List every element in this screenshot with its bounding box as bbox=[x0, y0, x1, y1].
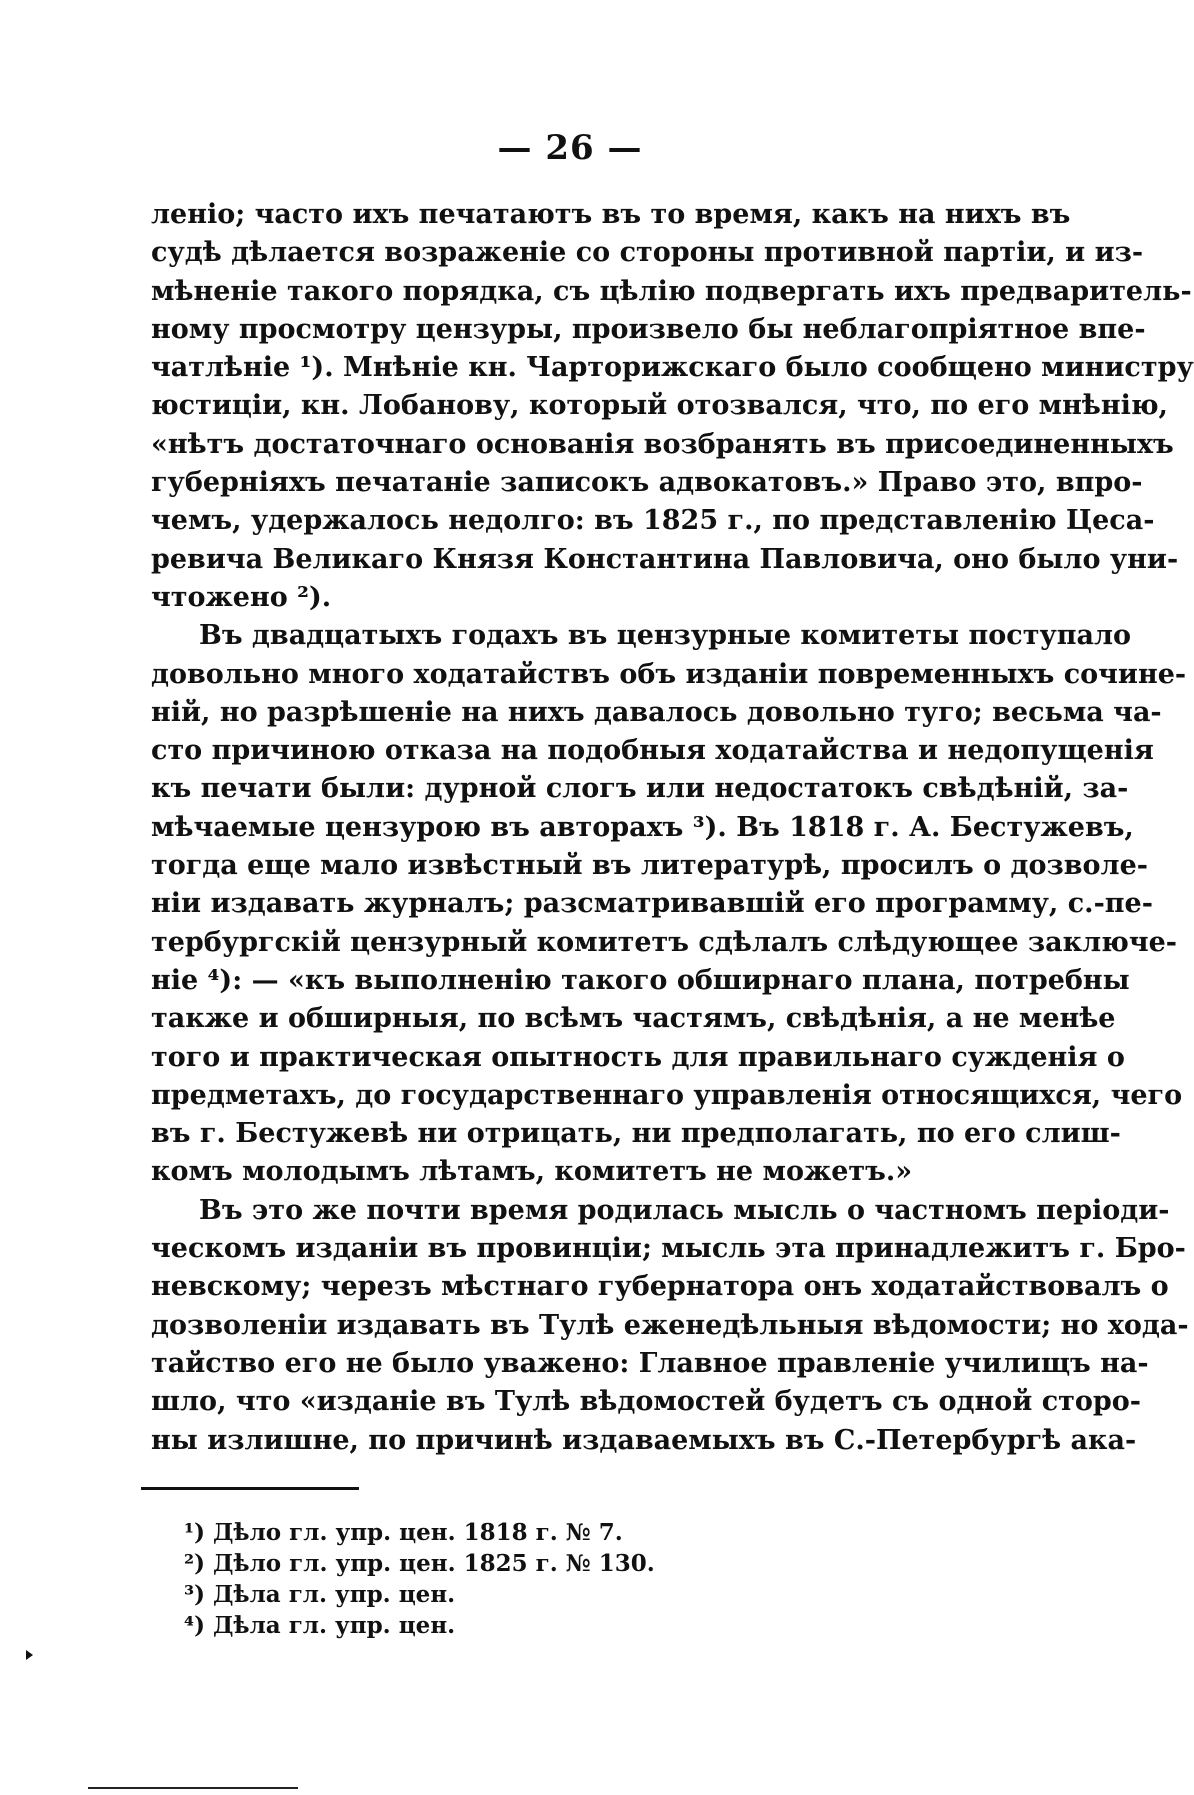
text-line: шло, что «изданіе въ Тулѣ вѣдомостей будетъ съ одной сторо- bbox=[151, 1386, 1141, 1418]
body-text bbox=[151, 196, 1194, 1460]
text-line: Въ это же почти время родилась мысль о частномъ періоди- bbox=[199, 1194, 1170, 1226]
text-line: ній, но разрѣшеніе на нихъ давалось довольно туго; весьма ча- bbox=[151, 696, 1162, 728]
text-line: въ г. Бестужевѣ ни отрицать, ни предполагать, по его слиш- bbox=[151, 1118, 1121, 1150]
text-line: ніи издавать журналъ; разсматривавшій его программу, с.-пе- bbox=[151, 888, 1153, 920]
text-line: ревича Великаго Князя Константина Павловича, оно было уни- bbox=[151, 543, 1179, 575]
text-line: тербургскій цензурный комитетъ сдѣлалъ слѣдующее заключе- bbox=[151, 926, 1177, 958]
scan-edge-line bbox=[88, 1787, 298, 1789]
text-line: къ печати были: дурной слогъ или недостатокъ свѣдѣній, за- bbox=[151, 773, 1129, 805]
text-line: Въ двадцатыхъ годахъ въ цензурные комитеты поступало bbox=[199, 620, 1132, 652]
text-line: дозволеніи издавать въ Тулѣ еженедѣльныя вѣдомости; но хода- bbox=[151, 1309, 1189, 1341]
text-line: ному просмотру цензуры, произвело бы неблагопріятное впе- bbox=[151, 313, 1146, 345]
scan-mark bbox=[26, 1650, 33, 1660]
page-number: — 26 — bbox=[497, 128, 643, 168]
text-line: мѣненіе такого порядка, съ цѣлію подвергать ихъ предваритель- bbox=[151, 275, 1192, 307]
text-line: губерніяхъ печатаніе записокъ адвокатовъ.» Право это, впро- bbox=[151, 467, 1143, 499]
footnote: ¹) Дѣло гл. упр. цен. 1818 г. № 7. bbox=[184, 1519, 623, 1546]
text-line: того и практическая опытность для правильнаго сужденія о bbox=[151, 1041, 1125, 1073]
text-line: также и обширныя, по всѣмъ частямъ, свѣдѣнія, а не менѣе bbox=[151, 1003, 1116, 1035]
text-line: невскому; черезъ мѣстнаго губернатора онъ ходатайствовалъ о bbox=[151, 1271, 1169, 1303]
text-line: довольно много ходатайствъ объ изданіи повременныхъ сочине- bbox=[151, 658, 1187, 690]
footnotes bbox=[184, 1517, 884, 1641]
text-line: ческомъ изданіи въ провинціи; мысль эта принадлежитъ г. Бро- bbox=[151, 1233, 1186, 1265]
footnote-separator bbox=[141, 1487, 359, 1490]
text-line: комъ молодымъ лѣтамъ, комитетъ не можетъ.» bbox=[151, 1156, 913, 1188]
footnote: ³) Дѣла гл. упр. цен. bbox=[184, 1581, 456, 1608]
text-line: судѣ дѣлается возраженіе со стороны противной партіи, и из- bbox=[151, 237, 1144, 269]
text-line: юстиціи, кн. Лобанову, который отозвался, что, по его мнѣнію, bbox=[151, 390, 1168, 422]
footnote: ⁴) Дѣла гл. упр. цен. bbox=[184, 1612, 456, 1639]
text-line: ніе ⁴): — «къ выполненію такого обширнаго плана, потребны bbox=[151, 964, 1130, 996]
text-line: мѣчаемые цензурою въ авторахъ ³). Въ 1818 г. А. Бестужевъ, bbox=[151, 811, 1134, 843]
text-line: сто причиною отказа на подобныя ходатайства и недопущенія bbox=[151, 735, 1154, 767]
text-line: тайство его не было уважено: Главное правленіе училищъ на- bbox=[151, 1347, 1149, 1379]
text-line: чатлѣніе ¹). Мнѣніе кн. Чарторижскаго было сообщено министру bbox=[151, 352, 1194, 384]
text-line: предметахъ, до государственнаго управленія относящихся, чего bbox=[151, 1079, 1183, 1111]
footnote: ²) Дѣло гл. упр. цен. 1825 г. № 130. bbox=[184, 1550, 655, 1577]
text-line: «нѣтъ достаточнаго основанія возбранять въ присоединенныхъ bbox=[151, 428, 1174, 460]
text-line: леніо; часто ихъ печатаютъ въ то время, какъ на нихъ въ bbox=[151, 199, 1071, 230]
text-line: ны излишне, по причинѣ издаваемыхъ въ С.-Петербургѣ ака- bbox=[151, 1424, 1137, 1456]
text-line: тогда еще мало извѣстный въ литературѣ, просилъ о дозволе- bbox=[151, 850, 1148, 882]
text-line: чемъ, удержалось недолго: въ 1825 г., по представленію Цеса- bbox=[151, 505, 1155, 537]
text-line: чтожено ²). bbox=[151, 581, 332, 613]
